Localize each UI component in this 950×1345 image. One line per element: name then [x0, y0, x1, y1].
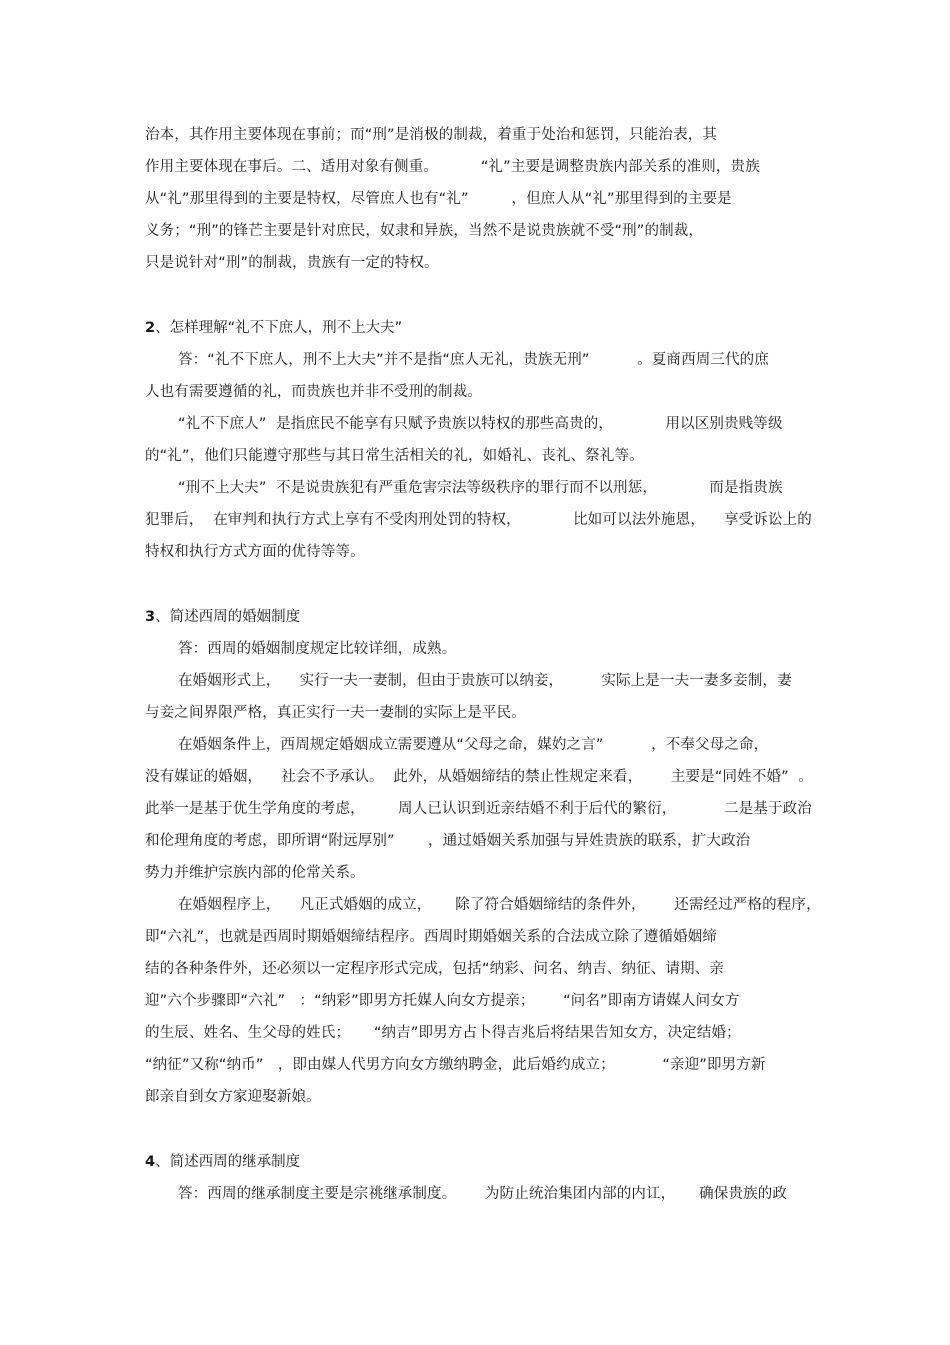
text-line: “礼不下庶人” 是指庶民不能享有只赋予贵族以特权的那些高贵的， 用以区别贵贱等级	[178, 416, 783, 432]
text-line: 迎”六个步骤即“六礼” ：“纳彩”即男方托媒人向女方提亲； “问名”即南方请媒人问女方	[145, 993, 740, 1009]
text-line: 犯罪后， 在审判和执行方式上享有不受肉刑处罚的特权， 比如可以法外施恩， 享受诉讼上的	[145, 512, 812, 528]
section-number: 3	[145, 609, 156, 625]
section-heading-q4	[145, 1152, 300, 1172]
text-line: 答：“礼不下庶人，刑不上大夫”并不是指“庶人无礼，贵族无刑” 。夏商西周三代的庶	[178, 352, 769, 368]
text-line: 在婚姻条件上，西周规定婚姻成立需要遵从“父母之命，媒妁之言” ，不奉父母之命，	[178, 737, 769, 753]
text-line: 从“礼”那里得到的主要是特权，尽管庶人也有“礼” ，但庶人从“礼”那里得到的主要是	[145, 191, 732, 207]
text-line: 郎亲自到女方家迎娶新娘。	[145, 1089, 321, 1105]
section-heading-q2	[145, 318, 402, 338]
text-line: 没有媒证的婚姻， 社会不予承认。 此外，从婚姻缔结的禁止性规定来看， 主要是“同姓不婚” 。	[145, 769, 813, 785]
text-line: 此举一是基于优生学角度的考虑， 周人已认识到近亲结婚不利于后代的繁衍， 二是基于政治	[145, 801, 812, 817]
text-line: 人也有需要遵循的礼，而贵族也并非不受刑的制裁。	[145, 384, 482, 400]
text-line: 与妾之间界限严格，真正实行一夫一妻制的实际上是平民。	[145, 705, 526, 721]
text-line: 答：西周的继承制度主要是宗祧继承制度。 为防止统治集团内部的内讧， 确保贵族的政	[178, 1186, 788, 1202]
section-number: 2	[145, 320, 156, 336]
section-title: 、简述西周的婚姻制度	[155, 609, 301, 625]
text-line: 只是说针对“刑”的制裁，贵族有一定的特权。	[145, 255, 439, 271]
text-line: 特权和执行方式方面的优待等等。	[145, 544, 365, 560]
section-heading-q3	[145, 607, 300, 627]
text-line: 义务；“刑”的锋芒主要是针对庶民，奴隶和异族，当然不是说贵族就不受“刑”的制裁，	[145, 223, 704, 239]
text-line: 的生辰、姓名、生父母的姓氏； “纳吉”即男方占卜得吉兆后将结果告知女方，决定结婚；	[145, 1025, 741, 1041]
section-title: 、怎样理解“礼不下庶人，刑不上大夫”	[155, 320, 403, 336]
section-title: 、简述西周的继承制度	[155, 1154, 301, 1170]
text-line: 答：西周的婚姻制度规定比较详细，成熟。	[178, 641, 457, 657]
text-line: 作用主要体现在事后。二、适用对象有侧重。 “礼”主要是调整贵族内部关系的准则，贵族	[145, 159, 760, 175]
text-line: “刑不上大夫” 不是说贵族犯有严重危害宗法等级秩序的罪行而不以刑惩， 而是指贵族	[178, 480, 783, 496]
text-line: 势力并维护宗族内部的伦常关系。	[145, 865, 365, 881]
section-number: 4	[145, 1154, 156, 1170]
text-line: 结的各种条件外，还必须以一定程序形式完成，包括“纳彩、问名、纳吉、纳征、请期、亲	[145, 961, 725, 977]
text-line: 和伦理角度的考虑，即所谓“附远厚别” ，通过婚姻关系加强与异姓贵族的联系，扩大政治	[145, 833, 751, 849]
text-line: 在婚姻形式上， 实行一夫一妻制，但由于贵族可以纳妾， 实际上是一夫一妻多妾制，妻	[178, 673, 792, 689]
text-line: 在婚姻程序上， 凡正式婚姻的成立， 除了符合婚姻缔结的条件外， 还需经过严格的程序，	[178, 897, 821, 913]
text-line: 治本，其作用主要体现在事前；而“刑”是消极的制裁，着重于处治和惩罚，只能治表，其	[145, 127, 718, 143]
text-line: 的“礼”，他们只能遵守那些与其日常生活相关的礼，如婚礼、丧礼、祭礼等。	[145, 448, 644, 464]
text-line: “纳征”又称“纳币” ，即由媒人代男方向女方缴纳聘金，此后婚约成立； “亲迎”即男方新	[145, 1057, 766, 1073]
text-line: 即“六礼”，也就是西周时期婚姻缔结程序。西周时期婚姻关系的合法成立除了遵循婚姻缔	[145, 929, 718, 945]
